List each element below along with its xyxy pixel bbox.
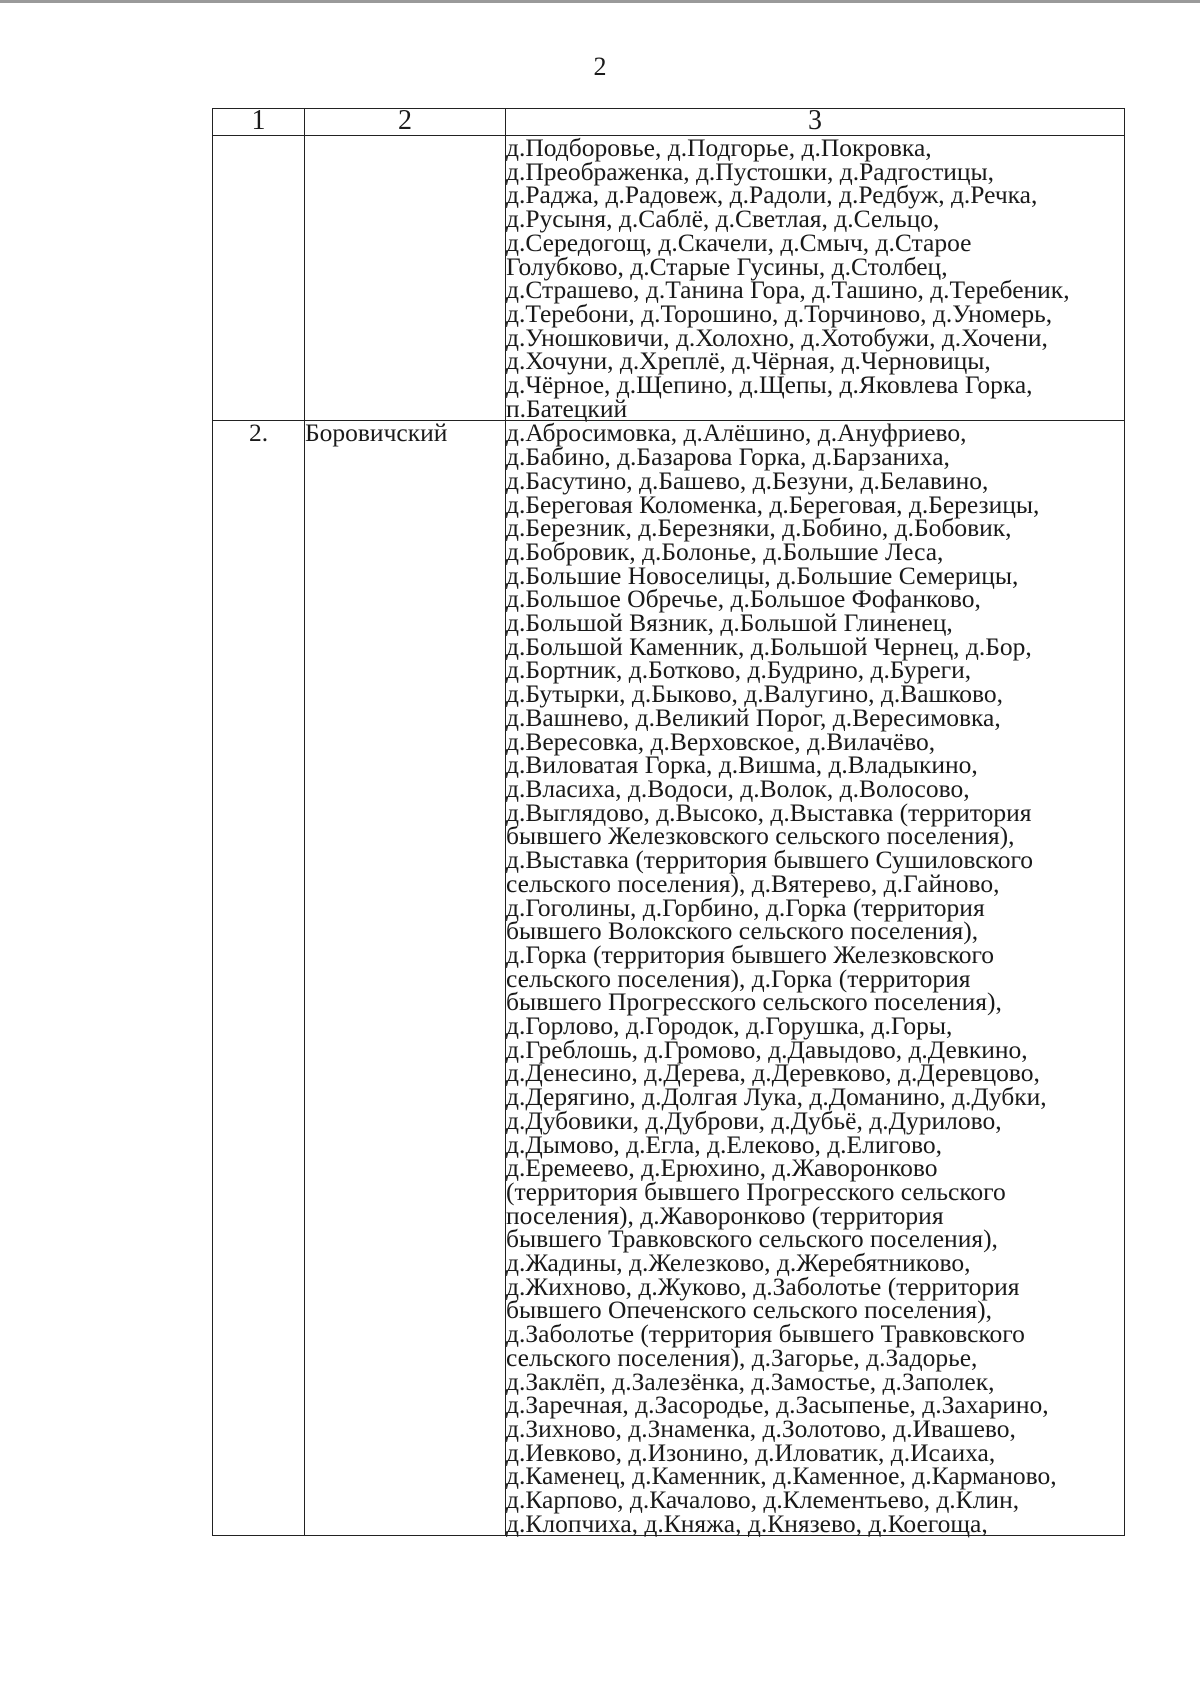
settlements-line: д.Преображенка, д.Пустошки, д.Радгостицы, [506, 156, 995, 186]
settlements-line: д.Каменец, д.Каменник, д.Каменное, д.Карманово, [506, 1461, 1057, 1491]
settlements-line: д.Большие Новоселицы, д.Большие Семерицы, [506, 560, 1019, 590]
row-number [213, 136, 305, 421]
settlements-line: д.Иевково, д.Изонино, д.Иловатик, д.Исаиха, [506, 1437, 996, 1467]
header-cell-3: 3 [506, 109, 1125, 136]
settlements-line: (территория бывшего Прогресского сельского [506, 1176, 1006, 1206]
settlements-line: д.Еремеево, д.Ерюхино, д.Жаворонково [506, 1153, 938, 1183]
settlements-line: д.Хочуни, д.Хреплё, д.Чёрная, д.Черновицы, [506, 346, 991, 376]
page-number: 2 [593, 52, 607, 81]
settlements-line: д.Дерягино, д.Долгая Лука, д.Доманино, д.Дубки, [506, 1082, 1047, 1112]
settlements-line: д.Зихново, д.Знаменка, д.Золотово, д.Ивашево, [506, 1413, 1016, 1443]
settlements-line: д.Власиха, д.Водоси, д.Волок, д.Волосово, [506, 773, 970, 803]
settlements-line: бывшего Опеченского сельского поселения), [506, 1295, 993, 1325]
settlements-line: Голубково, д.Старые Гусины, д.Столбец, [506, 251, 948, 281]
district-name: Боровичский [305, 421, 506, 1536]
settlements-list [506, 418, 1125, 1538]
settlements-line: сельского поселения), д.Вятерево, д.Гайново, [506, 868, 1000, 898]
settlements-line: д.Карпово, д.Качалово, д.Клементьево, д.Клин, [506, 1485, 1020, 1515]
settlements-line: д.Уношковичи, д.Холохно, д.Хотобужи, д.Хочени, [506, 322, 1048, 352]
settlements-line: д.Большой Каменник, д.Большой Чернец, д.Бор, [506, 631, 1032, 661]
top-scan-edge [0, 0, 1200, 3]
table-row [213, 421, 1125, 1536]
settlements-line: д.Жадины, д.Железково, д.Жеребятниково, [506, 1248, 971, 1278]
settlements-line: д.Береговая Коломенка, д.Береговая, д.Березицы, [506, 489, 1040, 519]
settlements-line: д.Клопчиха, д.Княжа, д.Князево, д.Коегоща, [506, 1508, 988, 1538]
settlements-line: д.Гоголины, д.Горбино, д.Горка (территория [506, 892, 985, 922]
settlements-line: д.Бабино, д.Базарова Горка, д.Барзаниха, [506, 442, 950, 472]
table-header-row [213, 109, 1125, 136]
settlements-line: д.Вашнево, д.Великий Порог, д.Вересимовка, [506, 702, 1001, 732]
settlements-line: д.Русыня, д.Саблё, д.Светлая, д.Сельцо, [506, 204, 940, 234]
settlements-line: д.Вересовка, д.Верховское, д.Вилачёво, [506, 726, 936, 756]
settlements-line: д.Страшево, д.Танина Гора, д.Ташино, д.Теребеник, [506, 275, 1070, 305]
settlements-line: д.Дымово, д.Егла, д.Елеково, д.Елигово, [506, 1129, 943, 1159]
settlements-line: д.Выставка (территория бывшего Сушиловского [506, 845, 1034, 875]
row-number: 2. [213, 421, 305, 1536]
settlements-table [212, 105, 1125, 1538]
settlements-line: д.Теребони, д.Торошино, д.Торчиново, д.Уномерь, [506, 298, 1053, 328]
settlements-line: бывшего Железковского сельского поселения), [506, 821, 1015, 851]
settlements-line: д.Абросимовка, д.Алёшино, д.Ануфриево, [506, 418, 967, 448]
settlements-line: д.Греблошь, д.Громово, д.Давыдово, д.Девкино, [506, 1034, 1028, 1064]
settlements-line: поселения), д.Жаворонково (территория [506, 1200, 944, 1230]
settlements-line: сельского поселения), д.Загорье, д.Задорье, [506, 1342, 978, 1372]
settlements-line: д.Дубовики, д.Дуброви, д.Дубьё, д.Дурилово, [506, 1105, 1002, 1135]
settlements-line: д.Середогощ, д.Скачели, д.Смыч, д.Старое [506, 227, 972, 257]
settlements-line: бывшего Травковского сельского поселения), [506, 1224, 998, 1254]
settlements-line: д.Горка (территория бывшего Железковского [506, 939, 995, 969]
settlements-line: д.Бутырки, д.Быково, д.Валугино, д.Вашково, [506, 679, 1004, 709]
settlements-line: д.Басутино, д.Башево, д.Безуни, д.Белавино, [506, 465, 989, 495]
settlements-line: бывшего Прогресского сельского поселения), [506, 987, 1002, 1017]
settlements-line: п.Батецкий [506, 393, 628, 423]
header-cell-2: 2 [305, 109, 506, 136]
settlements-line: д.Жихново, д.Жуково, д.Заболотье (территория [506, 1271, 1020, 1301]
settlements-line: д.Большой Вязник, д.Большой Глиненец, [506, 608, 953, 638]
settlements-line: бывшего Волокского сельского поселения), [506, 916, 979, 946]
settlements-line: д.Заболотье (территория бывшего Травковского [506, 1319, 1025, 1349]
settlements-line: д.Выглядово, д.Высоко, д.Выставка (территория [506, 797, 1032, 827]
district-name [305, 136, 506, 421]
settlements-line: д.Чёрное, д.Щепино, д.Щепы, д.Яковлева Горка, [506, 370, 1033, 400]
settlements-list [506, 133, 1125, 423]
settlements-line: д.Денесино, д.Дерева, д.Деревково, д.Деревцово, [506, 1058, 1040, 1088]
settlements-line: д.Подборовье, д.Подгорье, д.Покровка, [506, 133, 932, 162]
settlements-line: сельского поселения), д.Горка (территория [506, 963, 971, 993]
settlements-line: д.Березник, д.Березняки, д.Бобино, д.Бобовик, [506, 513, 1012, 543]
settlements-line: д.Заречная, д.Засородье, д.Засыпенье, д.Захарино, [506, 1390, 1049, 1420]
settlements-line: д.Горлово, д.Городок, д.Горушка, д.Горы, [506, 1011, 953, 1041]
header-cell-1: 1 [213, 109, 305, 136]
settlements-line: д.Бортник, д.Ботково, д.Будрино, д.Буреги, [506, 655, 972, 685]
settlements-line: д.Большое Обречье, д.Большое Фофанково, [506, 584, 981, 614]
settlements-line: д.Заклёп, д.Залезёнка, д.Замостье, д.Заполек, [506, 1366, 995, 1396]
settlements-line: д.Раджа, д.Радовеж, д.Радоли, д.Редбуж, д.Речка, [506, 180, 1038, 210]
settlements-line: д.Бобровик, д.Болонье, д.Большие Леса, [506, 536, 944, 566]
table-row [213, 136, 1125, 421]
settlements-line: д.Виловатая Горка, д.Вишма, д.Владыкино, [506, 750, 978, 780]
